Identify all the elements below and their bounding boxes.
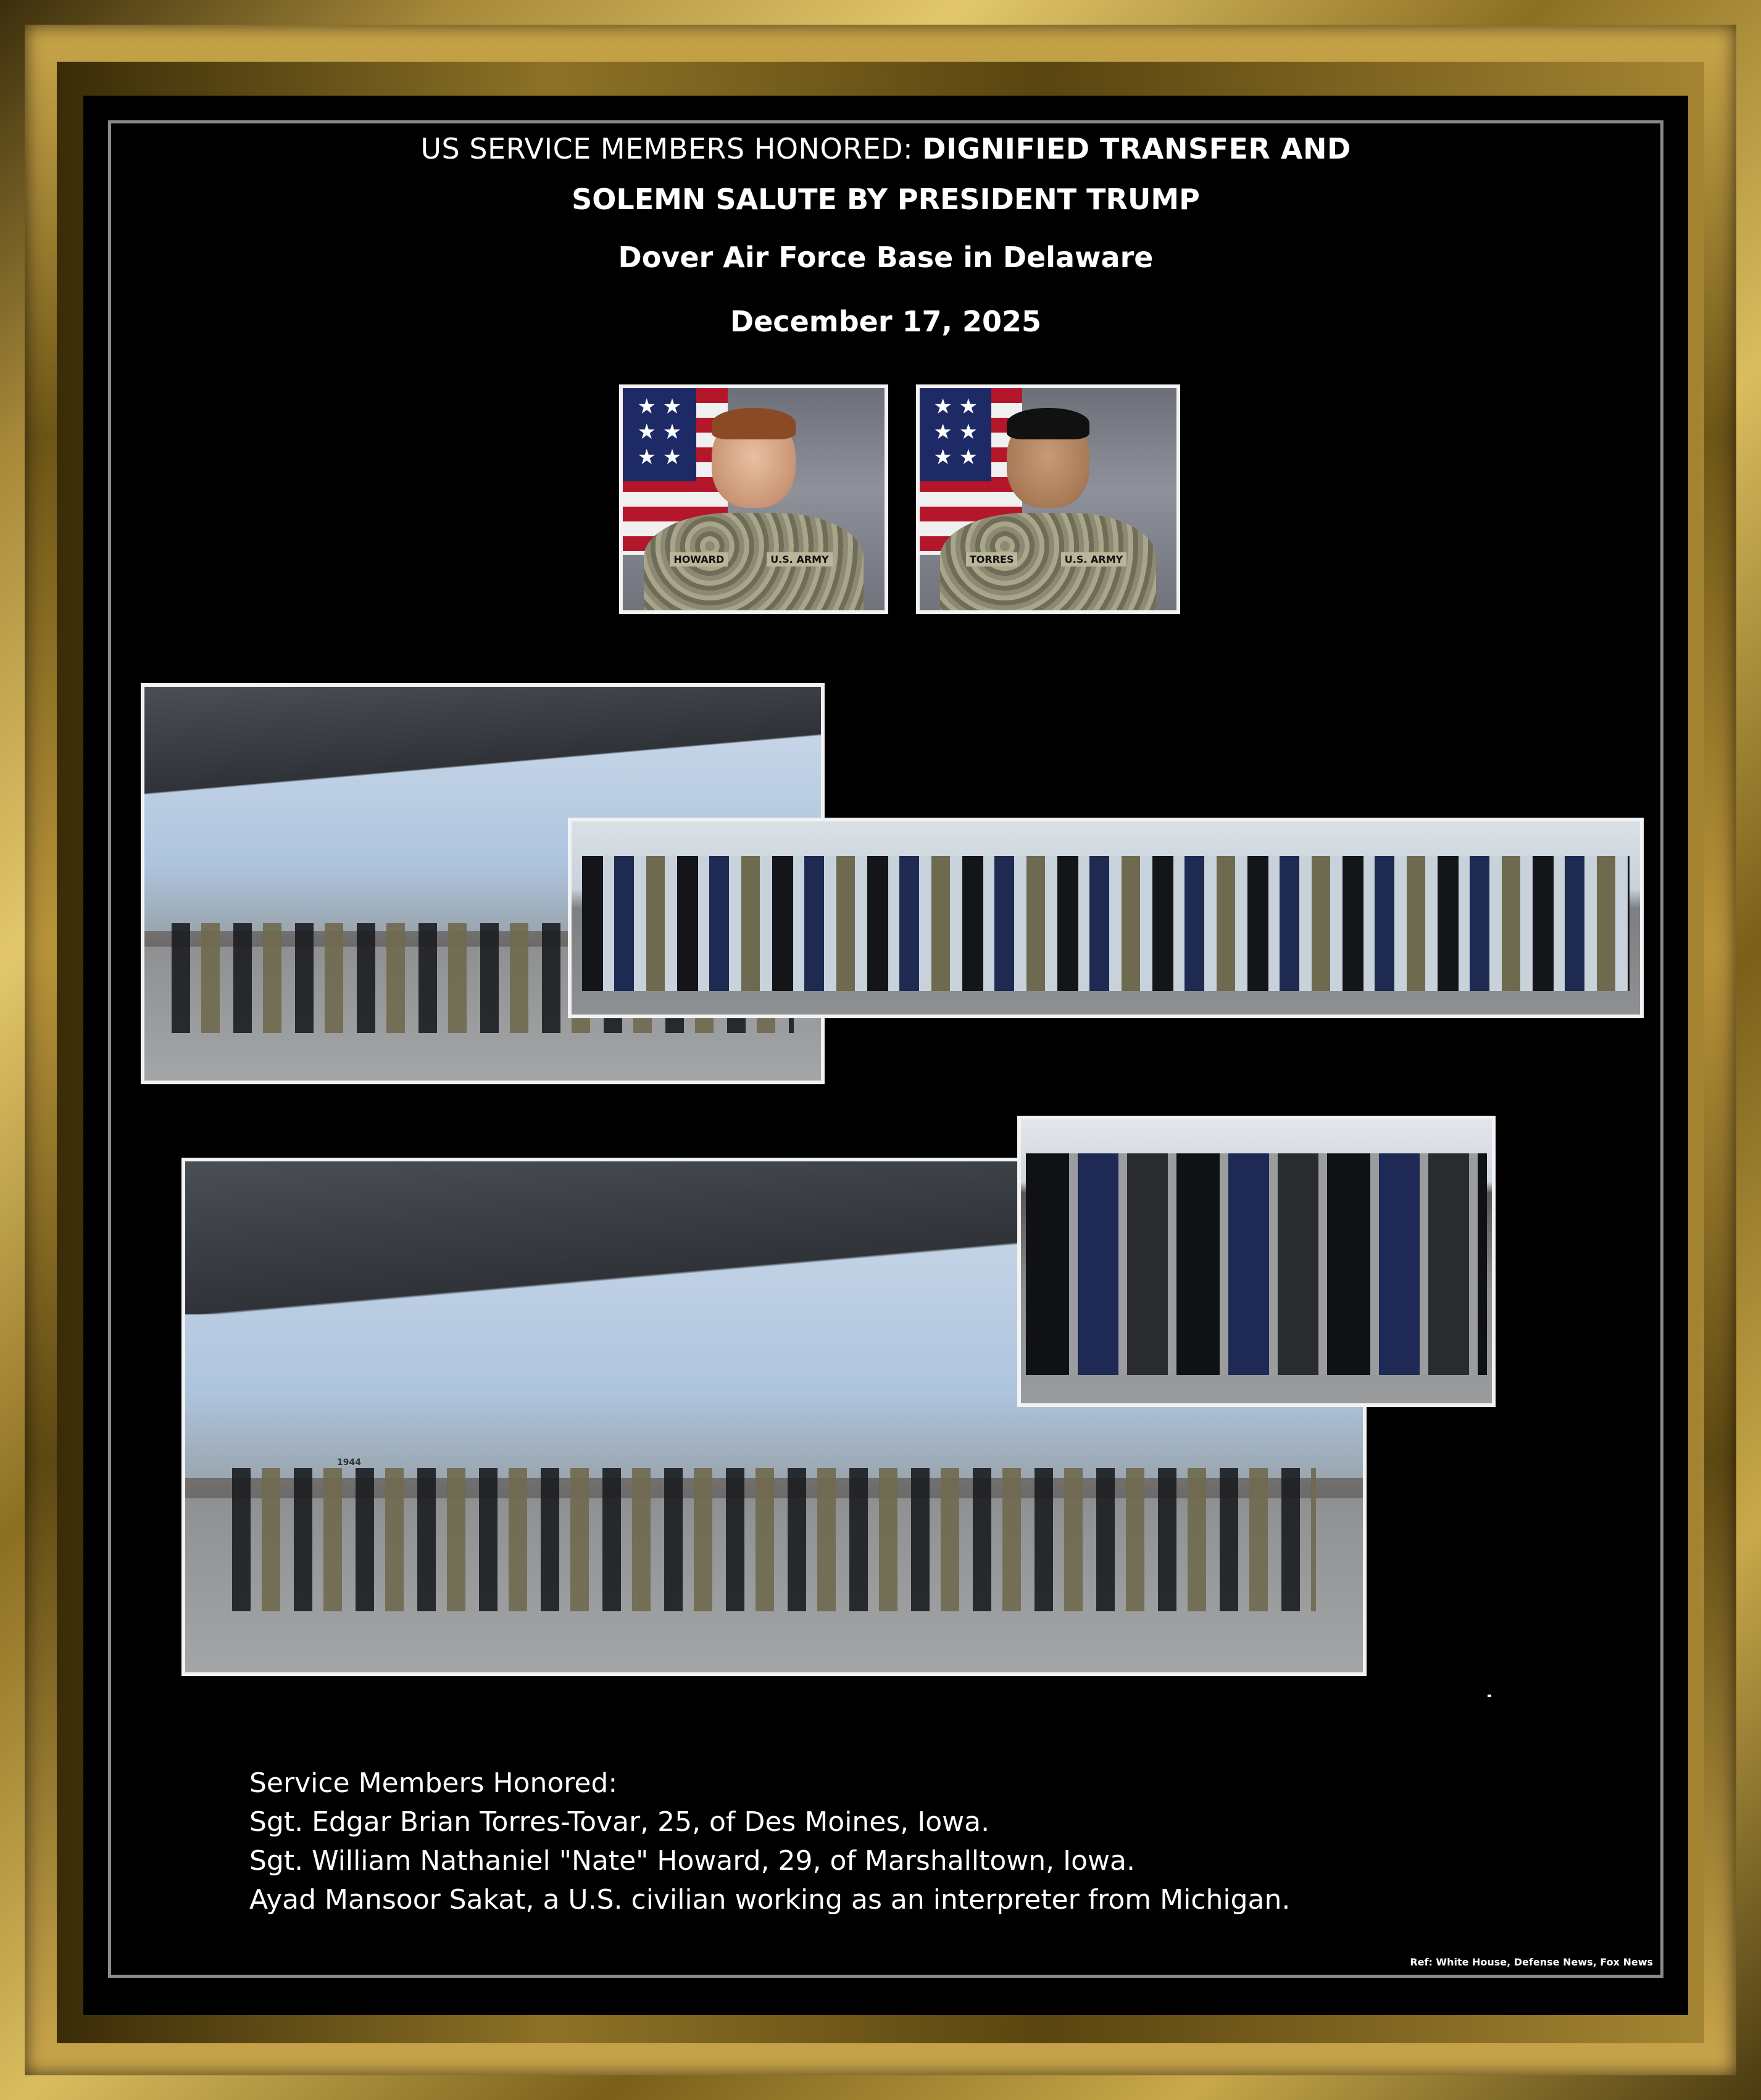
name-tape: HOWARD: [670, 552, 728, 567]
portrait-howard: [619, 384, 888, 614]
speck: [1488, 1695, 1491, 1697]
page-title-line-1: [83, 132, 1688, 165]
photo-officials-closeup: [1017, 1116, 1496, 1407]
officials-saluting: [1026, 1153, 1488, 1375]
honored-list: [249, 1764, 1290, 1919]
honored-heading: Service Members Honored:: [249, 1767, 618, 1799]
branch-tape: U.S. ARMY: [767, 552, 832, 567]
portrait-torres: [916, 384, 1180, 614]
page-title-line-2: SOLEMN SALUTE BY PRESIDENT TRUMP: [572, 183, 1200, 216]
honored-item: Ayad Mansoor Sakat, a U.S. civilian working as an interpreter from Michigan.: [249, 1884, 1291, 1915]
location-subtitle: Dover Air Force Base in Delaware: [618, 241, 1154, 274]
carry-team-and-officials: [232, 1468, 1315, 1611]
flag-canton: ★ ★ ★ ★ ★ ★: [623, 388, 696, 481]
date-label: December 17, 2025: [730, 305, 1042, 338]
flag-canton: ★ ★ ★ ★ ★ ★: [920, 388, 991, 481]
honored-item: Sgt. William Nathaniel "Nate" Howard, 29, of Marshalltown, Iowa.: [249, 1845, 1135, 1877]
title-lead: US SERVICE MEMBERS HONORED:: [420, 132, 914, 165]
officials-saluting: [582, 856, 1629, 991]
soldier-hair: [712, 408, 796, 439]
soldier-hair: [1007, 408, 1089, 439]
name-tape: TORRES: [966, 552, 1018, 567]
honored-item: Sgt. Edgar Brian Torres-Tovar, 25, of Des Moines, Iowa.: [249, 1806, 990, 1838]
reference-note: Ref: White House, Defense News, Fox News: [1410, 1956, 1653, 1968]
aircraft-tail-number: 1944: [337, 1458, 361, 1467]
title-bold: DIGNIFIED TRANSFER AND: [922, 132, 1351, 165]
branch-tape: U.S. ARMY: [1061, 552, 1126, 567]
aircraft-wing: [144, 687, 821, 805]
photo-salute-line: [568, 818, 1644, 1018]
